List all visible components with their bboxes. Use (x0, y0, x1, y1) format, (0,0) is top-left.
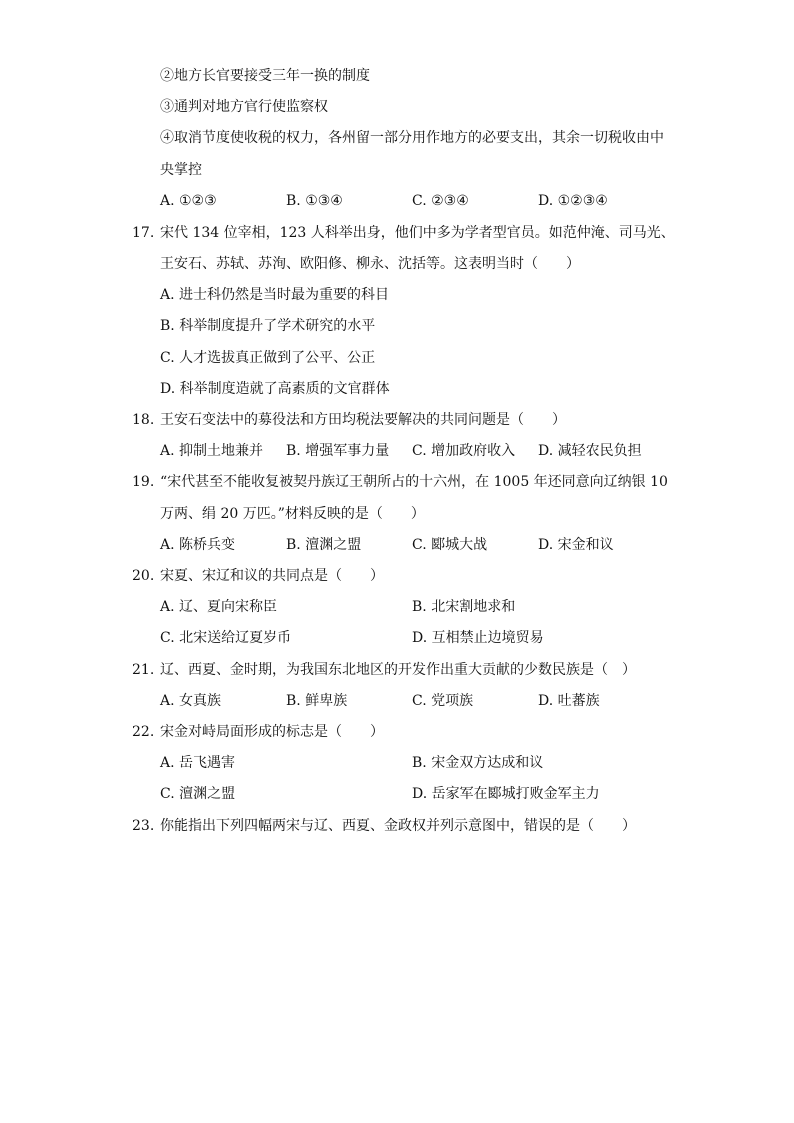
question-stem: 宋金对峙局面形成的标志是（ ） (160, 724, 384, 740)
question-number: 19. (132, 474, 155, 490)
q22-option-c: C. 澶渊之盟 (160, 786, 236, 802)
q17-option-b: B. 科举制度提升了学术研究的水平 (160, 318, 376, 334)
question-number: 21. (132, 662, 155, 678)
q20-option-a: A. 辽、夏向宋称臣 (160, 599, 278, 615)
q19-option-b: B. 澶渊之盟 (286, 537, 362, 553)
question-stem: 宋代 134 位宰相，123 人科举出身，他们中多为学者型官员。如范仲淹、司马光、 (160, 225, 675, 241)
q20-option-b: B. 北宋割地求和 (412, 599, 516, 615)
question-number: 17. (132, 225, 155, 241)
question-stem: “宋代甚至不能收复被契丹族辽王朝所占的十六州，在 1005 年还同意向辽纳银 10 (160, 474, 668, 490)
q16-option-c: C. ②③④ (412, 193, 469, 209)
q18-option-c: C. 增加政府收入 (412, 443, 516, 459)
q18-option-a: A. 抑制土地兼并 (160, 443, 264, 459)
q16-option-a: A. ①②③ (160, 193, 217, 209)
question-stem: 王安石变法中的募役法和方田均税法要解决的共同问题是（ ） (160, 412, 566, 428)
q18-option-b: B. 增强军事力量 (286, 443, 390, 459)
q18-option-d: D. 减轻农民负担 (538, 443, 642, 459)
question-number: 22. (132, 724, 155, 740)
q21-option-d: D. 吐蕃族 (538, 693, 600, 709)
q22-option-a: A. 岳飞遇害 (160, 755, 236, 771)
question-stem-continued: 万两、绢 20 万匹。”材料反映的是（ ） (160, 506, 425, 522)
q17-option-c: C. 人才选拔真正做到了公平、公正 (160, 350, 376, 366)
q20-option-d: D. 互相禁止边境贸易 (412, 630, 544, 646)
q16-option-b: B. ①③④ (286, 193, 343, 209)
q17-option-d: D. 科举制度造就了高素质的文官群体 (160, 381, 390, 397)
q21-option-b: B. 鲜卑族 (286, 693, 348, 709)
intro-item: 央掌控 (160, 162, 202, 178)
question-number: 20. (132, 568, 155, 584)
intro-item: ④取消节度使收税的权力，各州留一部分用作地方的必要支出，其余一切税收由中 (160, 130, 664, 146)
q17-option-a: A. 进士科仍然是当时最为重要的科目 (160, 287, 390, 303)
question-stem-continued: 王安石、苏轼、苏洵、欧阳修、柳永、沈括等。这表明当时（ ） (160, 256, 580, 272)
q19-option-a: A. 陈桥兵变 (160, 537, 236, 553)
q21-option-a: A. 女真族 (160, 693, 222, 709)
q16-option-d: D. ①②③④ (538, 193, 608, 209)
q19-option-d: D. 宋金和议 (538, 537, 614, 553)
intro-item: ②地方长官要接受三年一换的制度 (160, 68, 370, 84)
q22-option-d: D. 岳家军在郾城打败金军主力 (412, 786, 600, 802)
q22-option-b: B. 宋金双方达成和议 (412, 755, 544, 771)
question-stem: 你能指出下列四幅两宋与辽、西夏、金政权并列示意图中，错误的是（ ） (160, 818, 636, 834)
q21-option-c: C. 党项族 (412, 693, 474, 709)
q19-option-c: C. 郾城大战 (412, 537, 488, 553)
intro-item: ③通判对地方官行使监察权 (160, 99, 328, 115)
question-stem: 辽、西夏、金时期，为我国东北地区的开发作出重大贡献的少数民族是（ ） (160, 662, 636, 678)
question-number: 18. (132, 412, 155, 428)
question-stem: 宋夏、宋辽和议的共同点是（ ） (160, 568, 384, 584)
q20-option-c: C. 北宋送给辽夏岁币 (160, 630, 292, 646)
question-number: 23. (132, 818, 155, 834)
